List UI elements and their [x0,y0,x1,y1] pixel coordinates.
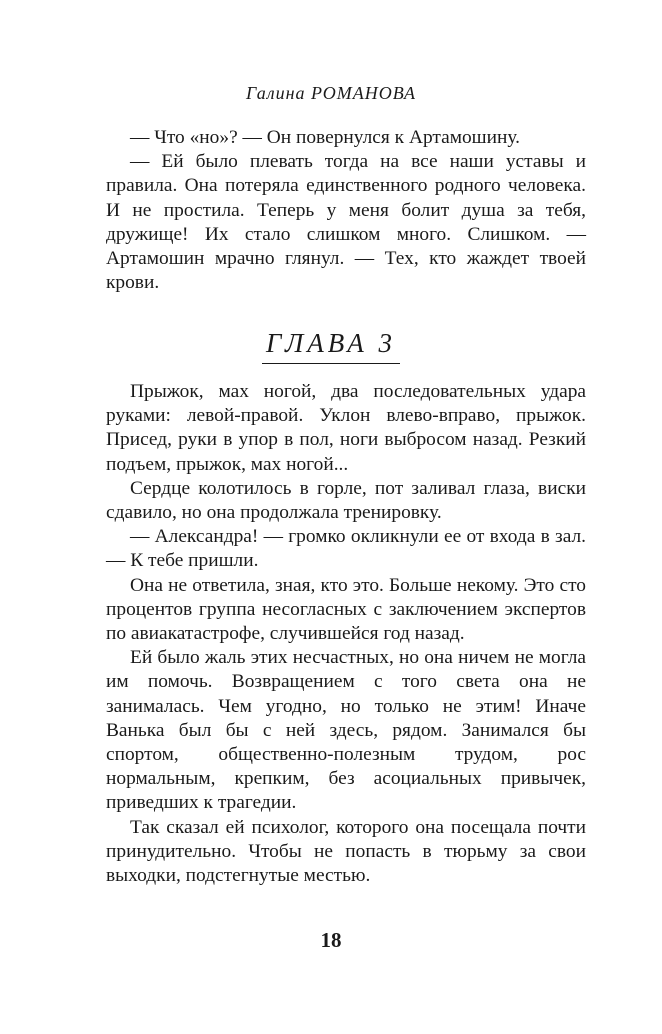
chapter-title: ГЛАВА 3 [262,328,400,364]
paragraph: Прыжок, мах ногой, два последовательных удара руками: левой-правой. Уклон влево-вправо, прыжок. Присед, руки в упор в пол, ноги выбросом назад. Резкий подъем, прыжок, мах ногой... [106,381,586,475]
top-text-block [106,126,586,295]
paragraph: — Что «но»? — Он повернулся к Артамошину. [130,127,520,148]
paragraph: Ей было жаль этих несчастных, но она ничем не могла им помочь. Возвращением с того света она не занималась. Чем угодно, но только не этим! Иначе Ванька был бы с ней здесь, рядом. Занимался бы спортом, общественно-полезным трудом, рос нормальным, крепким, без асоциальных привычек, приведших к трагедии. [106,647,586,814]
paragraph: Сердце колотилось в горле, пот заливал глаза, виски сдавило, но она продолжала тренировку. [106,477,586,524]
paragraph: Она не ответила, зная, кто это. Больше некому. Это сто процентов группа несогласных с заключением экспертов по авиакатастрофе, случившейся год назад. [106,574,586,645]
paragraph: Так сказал ей психолог, которого она посещала почти принудительно. Чтобы не попасть в тюрьму за свои выходки, подстегнутые местью. [106,816,586,887]
running-head: Галина РОМАНОВА [245,83,417,103]
chapter-heading [0,328,662,364]
paragraph: — Александра! — громко окликнули ее от входа в зал. — К тебе пришли. [106,526,586,572]
page-number: 18 [320,928,342,952]
chapter-text-block [106,380,586,888]
paragraph: — Ей было плевать тогда на все наши уставы и правила. Она потеряла единственного родного человека. И не простила. Теперь у меня болит душа за тебя, дружище! Их стало слишком много. Слишком. — Артамошин мрачно глянул. — Тех, кто жаждет твоей крови. [106,151,586,294]
